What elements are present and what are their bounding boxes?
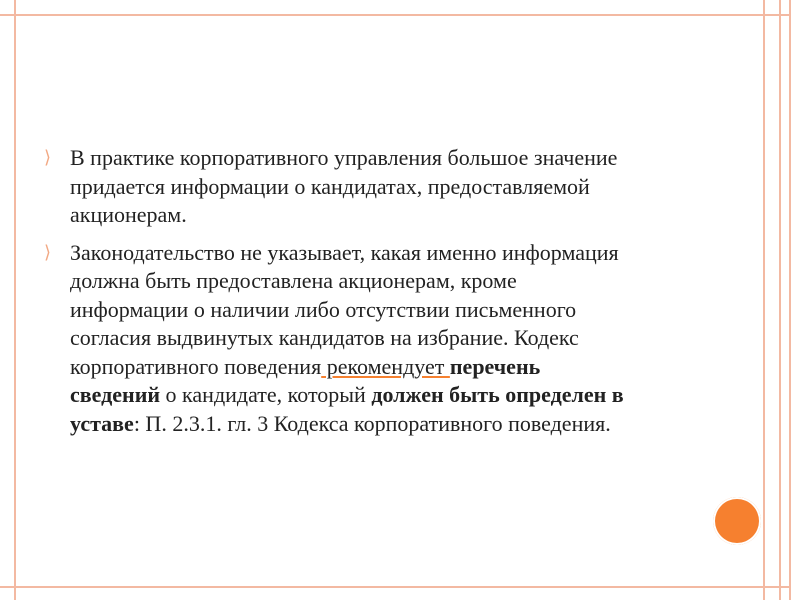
bullet-item	[44, 144, 634, 230]
frame-right-line	[789, 0, 791, 600]
frame-right-line	[779, 0, 781, 600]
bullet-text-part: рекомендует	[321, 353, 450, 379]
bullet-bold-text: перечень сведений	[70, 353, 541, 407]
bullet-bold-text: должен быть определен в уставе	[70, 382, 624, 436]
frame-top-line	[0, 14, 790, 16]
bullet-text-part: : П. 2.3.1. гл. 3 Кодекса корпоративного поведения.	[133, 410, 611, 436]
bullet-arrow-icon: ⟩	[44, 147, 52, 168]
frame-left-line	[14, 0, 16, 600]
frame-right-line	[763, 0, 765, 600]
bullet-arrow-icon: ⟩	[44, 241, 52, 263]
bullet-text-part: о кандидате, который	[160, 382, 372, 407]
bullet-text-part: Законодательство не указывает, какая именно информация должна быть предоставлена акционерам, кроме информации о наличии либо отсутствии письменного согласия выдвинутых кандидатов на избрание. Кодекс корпоративного поведения	[70, 239, 619, 379]
accent-circle	[713, 497, 761, 545]
bullet-text: В практике корпоративного управления большое значение придается информации о кандидатах, предоставляемой акционерам.	[70, 145, 618, 227]
slide-body	[44, 144, 634, 447]
frame-bottom-line	[0, 586, 790, 588]
bullet-item	[44, 239, 634, 439]
